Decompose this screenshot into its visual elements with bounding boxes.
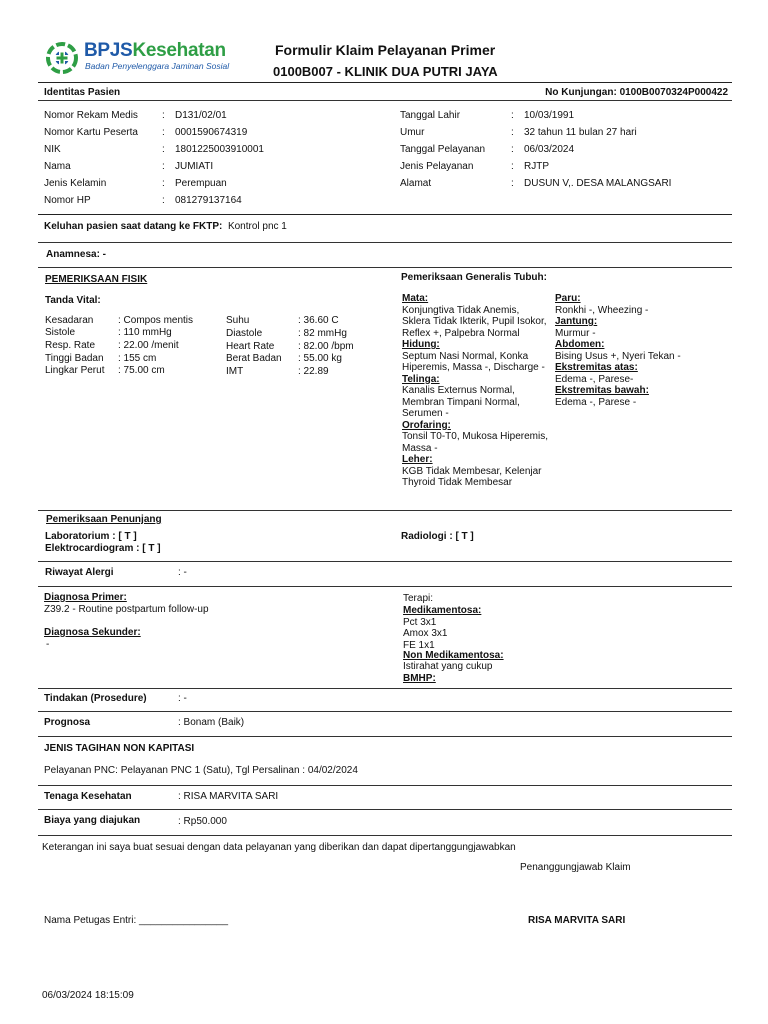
field-colon: :	[511, 178, 514, 189]
vital-label: Sistole	[45, 327, 76, 338]
field-label: Nomor Rekam Medis	[44, 110, 138, 121]
complaint	[44, 221, 287, 232]
allergy-value: : -	[178, 567, 187, 578]
general-exam-col2	[555, 293, 725, 408]
statement-text: Keterangan ini saya buat sesuai dengan data pelayanan yang diberikan dan dapat dipertanggungjawabkan	[42, 842, 516, 853]
signer-name: RISA MARVITA SARI	[528, 915, 626, 926]
vital-label: Resp. Rate	[45, 340, 96, 351]
field-label: NIK	[44, 144, 61, 155]
field-value: 1801225003910001	[175, 144, 264, 155]
field-label: Nama	[44, 161, 71, 172]
medication-item: Pct 3x1	[403, 617, 437, 628]
vital-value: : 155 cm	[118, 353, 157, 364]
logo-tagline: Badan Penyelenggara Jaminan Sosial	[85, 61, 230, 71]
visit-number-value: 0100B0070324P000422	[619, 87, 728, 98]
vital-value: : 75.00 cm	[118, 365, 165, 376]
vital-value: : 55.00 kg	[298, 353, 342, 364]
page-title: Formulir Klaim Pelayanan Primer	[275, 42, 496, 58]
exam-section-title: Telinga:	[402, 373, 440, 385]
ekg-result: Elektrocardiogram : [ T ]	[45, 543, 161, 554]
logo-brand-a: BPJS	[84, 40, 133, 61]
vital-value: : Compos mentis	[118, 315, 194, 326]
field-value: D131/02/01	[175, 110, 227, 121]
field-label: Jenis Pelayanan	[400, 161, 474, 172]
radiology-result: Radiologi : [ T ]	[401, 531, 474, 542]
printed-timestamp: 06/03/2024 18:15:09	[42, 990, 134, 1001]
exam-section-text: Murmur -	[555, 327, 596, 339]
complaint-value: Kontrol pnc 1	[227, 221, 287, 232]
exam-section-text: Septum Nasi Normal, Konka Hiperemis, Massa -, Discharge -	[402, 350, 545, 373]
exam-section-text: Kanalis Externus Normal, Membran Timpani Normal, Serumen -	[402, 385, 520, 419]
exam-section-text: Edema -, Parese -	[555, 396, 637, 408]
prognosis-label: Prognosa	[44, 717, 91, 728]
non-capitation-text: Pelayanan PNC: Pelayanan PNC 1 (Satu), Tgl Persalinan : 04/02/2024	[44, 765, 358, 776]
lab-result: Laboratorium : [ T ]	[45, 531, 137, 542]
exam-section-title: Jantung:	[555, 316, 598, 327]
exam-section-title: Mata:	[402, 293, 429, 304]
exam-section-title: Ekstremitas bawah:	[555, 385, 649, 396]
general-exam-heading: Pemeriksaan Generalis Tubuh:	[401, 272, 547, 283]
field-label: Tanggal Pelayanan	[400, 144, 486, 155]
cost-value: : Rp50.000	[178, 816, 227, 827]
vital-value: : 110 mmHg	[118, 327, 172, 338]
support-exam-heading: Pemeriksaan Penunjang	[46, 514, 162, 525]
vital-label: Berat Badan	[226, 353, 282, 364]
medication-item: FE 1x1	[403, 640, 435, 651]
field-label: Nomor HP	[44, 195, 91, 206]
field-colon: :	[511, 144, 514, 155]
procedure-value: : -	[178, 693, 187, 704]
exam-section-title: Hidung:	[402, 339, 440, 350]
allergy-label: Riwayat Alergi	[45, 567, 114, 578]
vital-label: Diastole	[226, 328, 263, 339]
exam-section-title: Abdomen:	[555, 339, 605, 350]
health-worker-label: Tenaga Kesehatan	[44, 791, 132, 802]
exam-section-text: Tonsil T0-T0, Mukosa Hiperemis, Massa -	[402, 431, 548, 454]
vital-label: Heart Rate	[226, 341, 275, 352]
vital-value: : 82.00 /bpm	[298, 341, 354, 352]
non-medication-label: Non Medikamentosa:	[403, 650, 504, 661]
field-colon: :	[511, 110, 514, 121]
bmhp-label: BMHP:	[403, 673, 436, 684]
field-label: Umur	[400, 127, 425, 138]
exam-section-title: Paru:	[555, 293, 581, 304]
complaint-label: Keluhan pasien saat datang ke FKTP:	[44, 221, 223, 232]
field-value: JUMIATI	[175, 161, 214, 172]
primary-diagnosis-value: Z39.2 - Routine postpartum follow-up	[44, 604, 209, 615]
exam-section-text: Edema -, Parese-	[555, 373, 634, 385]
cost-label: Biaya yang diajukan	[44, 815, 141, 826]
vital-value: : 36.60 C	[298, 315, 339, 326]
health-worker-value: : RISA MARVITA SARI	[178, 791, 279, 802]
vital-label: Kesadaran	[45, 315, 94, 326]
field-value: RJTP	[524, 161, 549, 172]
field-colon: :	[162, 110, 165, 121]
general-exam-col1	[402, 293, 550, 489]
field-label: Nomor Kartu Peserta	[44, 127, 138, 138]
field-label: Jenis Kelamin	[44, 178, 107, 189]
field-value: 32 tahun 11 bulan 27 hari	[524, 127, 637, 138]
field-label: Tanggal Lahir	[400, 110, 461, 121]
page-subtitle: 0100B007 - KLINIK DUA PUTRI JAYA	[273, 64, 498, 79]
vital-label: Tinggi Badan	[45, 353, 104, 364]
vital-value: : 22.00 /menit	[118, 340, 179, 351]
medication-label: Medikamentosa:	[403, 605, 482, 616]
vital-label: IMT	[226, 366, 244, 377]
therapy-label: Terapi:	[403, 593, 434, 604]
field-colon: :	[162, 144, 165, 155]
secondary-diagnosis-label: Diagnosa Sekunder:	[44, 627, 141, 638]
vital-value: : 22.89	[298, 366, 329, 377]
entry-officer-label: Nama Petugas Entri: ________________	[44, 915, 229, 926]
field-colon: :	[162, 161, 165, 172]
field-value: 06/03/2024	[524, 144, 575, 155]
physical-exam-heading: PEMERIKSAAN FISIK	[45, 274, 148, 285]
exam-section-text: Ronkhi -, Wheezing -	[555, 304, 649, 316]
primary-diagnosis-label: Diagnosa Primer:	[44, 592, 127, 603]
anamnesa: Anamnesa: -	[46, 249, 107, 260]
field-colon: :	[162, 127, 165, 138]
field-value: 081279137164	[175, 195, 242, 206]
field-colon: :	[162, 178, 165, 189]
exam-section-title: Leher:	[402, 454, 433, 465]
identity-heading: Identitas Pasien	[44, 87, 121, 98]
responsible-label: Penanggungjawab Klaim	[520, 862, 631, 873]
exam-section-text: Bising Usus +, Nyeri Tekan -	[555, 350, 681, 362]
vital-label: Lingkar Perut	[45, 365, 105, 376]
secondary-diagnosis-value: -	[46, 639, 50, 650]
field-value: 10/03/1991	[524, 110, 575, 121]
procedure-label: Tindakan (Prosedure)	[44, 693, 147, 704]
medication-item: Amox 3x1	[403, 628, 448, 639]
field-value: 0001590674319	[175, 127, 248, 138]
field-label: Alamat	[400, 178, 432, 189]
exam-section-text: Konjungtiva Tidak Anemis, Sklera Tidak Ikterik, Pupil Isokor, Reflex +, Palpebra Normal	[402, 304, 547, 339]
vital-signs-heading: Tanda Vital:	[45, 295, 101, 306]
exam-section-title: Ekstremitas atas:	[555, 362, 638, 373]
vital-value: : 82 mmHg	[298, 328, 347, 339]
field-value: DUSUN V,. DESA MALANGSARI	[524, 178, 672, 189]
exam-section-text: KGB Tidak Membesar, Kelenjar Thyroid Tidak Membesar	[402, 465, 542, 488]
bpjs-emblem-icon	[46, 42, 78, 74]
field-value: Perempuan	[175, 178, 227, 189]
visit-number-label: No Kunjungan:	[545, 87, 617, 98]
non-medication-value: Istirahat yang cukup	[403, 661, 493, 672]
vital-label: Suhu	[226, 315, 250, 326]
non-capitation-heading: JENIS TAGIHAN NON KAPITASI	[44, 743, 195, 754]
exam-section-title: Orofaring:	[402, 419, 451, 431]
logo-brand-b: Kesehatan	[132, 40, 226, 61]
visit-number	[545, 87, 728, 98]
field-colon: :	[511, 127, 514, 138]
field-colon: :	[162, 195, 165, 206]
prognosis-value: : Bonam (Baik)	[178, 717, 245, 728]
field-colon: :	[511, 161, 514, 172]
